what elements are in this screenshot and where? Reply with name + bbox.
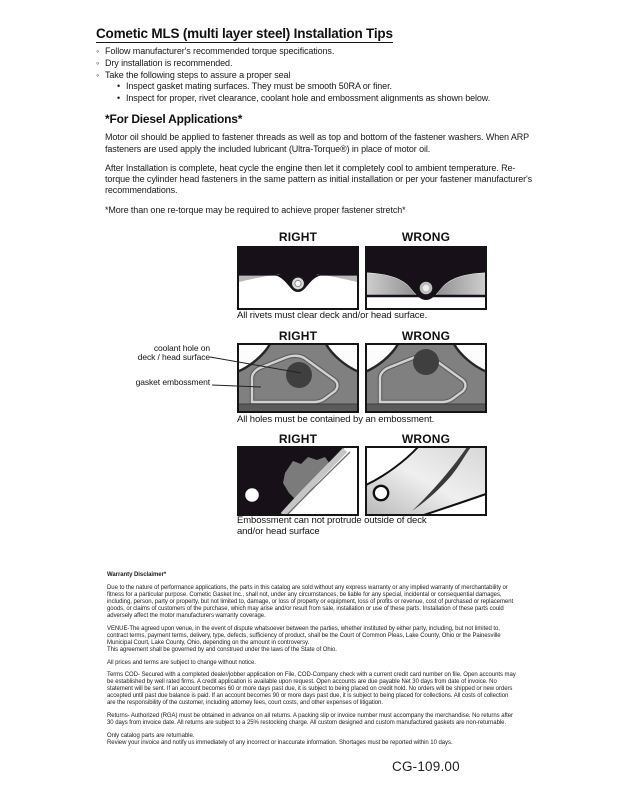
coolant-hole-annotation-line1: coolant hole on — [153, 343, 210, 353]
embossment-annotation: gasket embossment — [135, 377, 210, 387]
warranty-paragraph-returns: Returns- Authorized (RGA) must be obtained in advance on all returns. A packing slip or invoice number must accompany the merchandise. No returns after 30 days from invoice date. All returns are subject to a 25% restocking charge. All custom designed and custom manufactured gaskets are non-returnable. — [107, 713, 513, 726]
diesel-paragraph-1: Motor oil should be applied to fastener threads as well as top and bottom of the fastener washers. When ARP fasteners are used apply the included lubricant (Ultra-Torque®) in place of motor oil. — [105, 132, 529, 154]
row2-caption: All holes must be contained by an embossment. — [237, 414, 435, 425]
warranty-heading: Warranty Disclaimer* — [107, 572, 167, 578]
warranty-paragraph-invoice: Review your invoice and notify us immediately of any incorrect or inaccurate information. Shortages must be reported within 10 days. — [107, 739, 453, 746]
warranty-paragraph-terms: Terms COD- Secured with a completed dealer/jobber application on File, COD-Company check with a current credit card number on file. Open accounts may be established by well rated firms. A credit application is available upon request. Open accounts are due payable Net 30 days from date of invoice. No statement will be sent. If an account becomes 60 or more days past due, it is subject to being placed on credit hold. No orders will be shipped or new orders accepted until past due balance is paid. If an account becomes 90 or more days past due, it is subject to being placed for collections. All costs of collection are the responsibility of the customer, including attorney fees, court costs, and other expenses of litigation. — [107, 672, 516, 707]
coolant-hole-leader-line — [210, 357, 301, 373]
diesel-section — [105, 114, 540, 224]
coolant-hole-annotation-line2: deck / head surface — [137, 352, 210, 363]
wrong-label-row2: WRONG — [401, 329, 451, 343]
row1-caption: All rivets must clear deck and/or head surface. — [237, 310, 428, 321]
diesel-paragraph-2: After Installation is complete, heat cycle the engine then let it completely cool to ambient temperature. Re-torque the cylinder head fasteners in the same pattern as initial installation or per your fastener manufacturer's recommendations. — [105, 162, 533, 196]
wrong-label-row3: WRONG — [401, 432, 451, 446]
warranty-paragraph-governing-law: This agreement shall be governed by and construed under the laws of the State of Ohio. — [107, 646, 337, 653]
rivet-diagram-right — [237, 246, 359, 310]
rivet-diagram-wrong — [365, 246, 487, 310]
page-code: CG-109.00 — [392, 759, 460, 774]
tip-item: ◦ Take the following steps to assure a proper seal — [96, 70, 490, 82]
diesel-paragraph-3: *More than one re-torque may be required to achieve proper fastener stretch* — [105, 204, 406, 215]
tip-item: ◦ Follow manufacturer's recommended torque specifications. — [96, 46, 490, 58]
wrong-label-row1: WRONG — [401, 230, 451, 244]
protrusion-diagram-wrong — [365, 446, 487, 516]
embossment-leader-line — [212, 385, 261, 387]
right-label-row3: RIGHT — [278, 432, 318, 446]
tips-list — [96, 46, 490, 105]
sub-tip-item: • Inspect gasket mating surfaces. They must be smooth 50RA or finer. — [117, 81, 490, 93]
right-label-row2: RIGHT — [278, 329, 318, 343]
warranty-paragraph-liability: Due to the nature of performance applications, the parts in this catalog are sold without any express warranty or any implied warranty of merchantability or fitness for a particular purpose. Cometic Gasket Inc., shall not, under any circumstances, be liable for any special, incidental or consequential damages, including, person, party or property, but not limited to, damage, or loss of property or equipment, loss of profits or revenue, cost of purchased or replacement goods, or claims of customers of the purchase, which may arise and/or result from sale, installation or use of these parts. Installation of these parts could adversely affect the motor manufacturers warranty coverage. — [107, 585, 514, 620]
hole-diagram-wrong — [365, 343, 487, 413]
warranty-paragraph-venue: VENUE-The agreed upon venue, in the event of dispute whatsoever between the parties, whether instituted by either party, including, but not limited to, contract terms, payment terms, delivery, type, defects, sufficiency of product, shall be the Court of Common Pleas, Lake County, Ohio or the Painesville Municipal Court, Lake County, Ohio, depending on the amount in controversy. — [107, 625, 501, 646]
tip-item: ◦ Dry installation is recommended. — [96, 58, 490, 70]
diesel-heading: *For Diesel Applications* — [105, 112, 243, 126]
row3-caption: Embossment can not protrude outside of deck and/or head surface — [237, 515, 427, 537]
right-label-row1: RIGHT — [278, 230, 318, 244]
warranty-section — [107, 572, 516, 753]
leader-lines — [110, 340, 310, 400]
warranty-paragraph-catalog-parts: Only catalog parts are returnable. — [107, 732, 195, 739]
warranty-paragraph-prices: All prices and terms are subject to change without notice. — [107, 659, 256, 666]
page-title: Cometic MLS (multi layer steel) Installation Tips — [96, 26, 393, 41]
protrusion-diagram-right — [237, 446, 359, 516]
sub-tip-item: • Inspect for proper, rivet clearance, coolant hole and embossment alignments as shown below. — [117, 93, 490, 105]
